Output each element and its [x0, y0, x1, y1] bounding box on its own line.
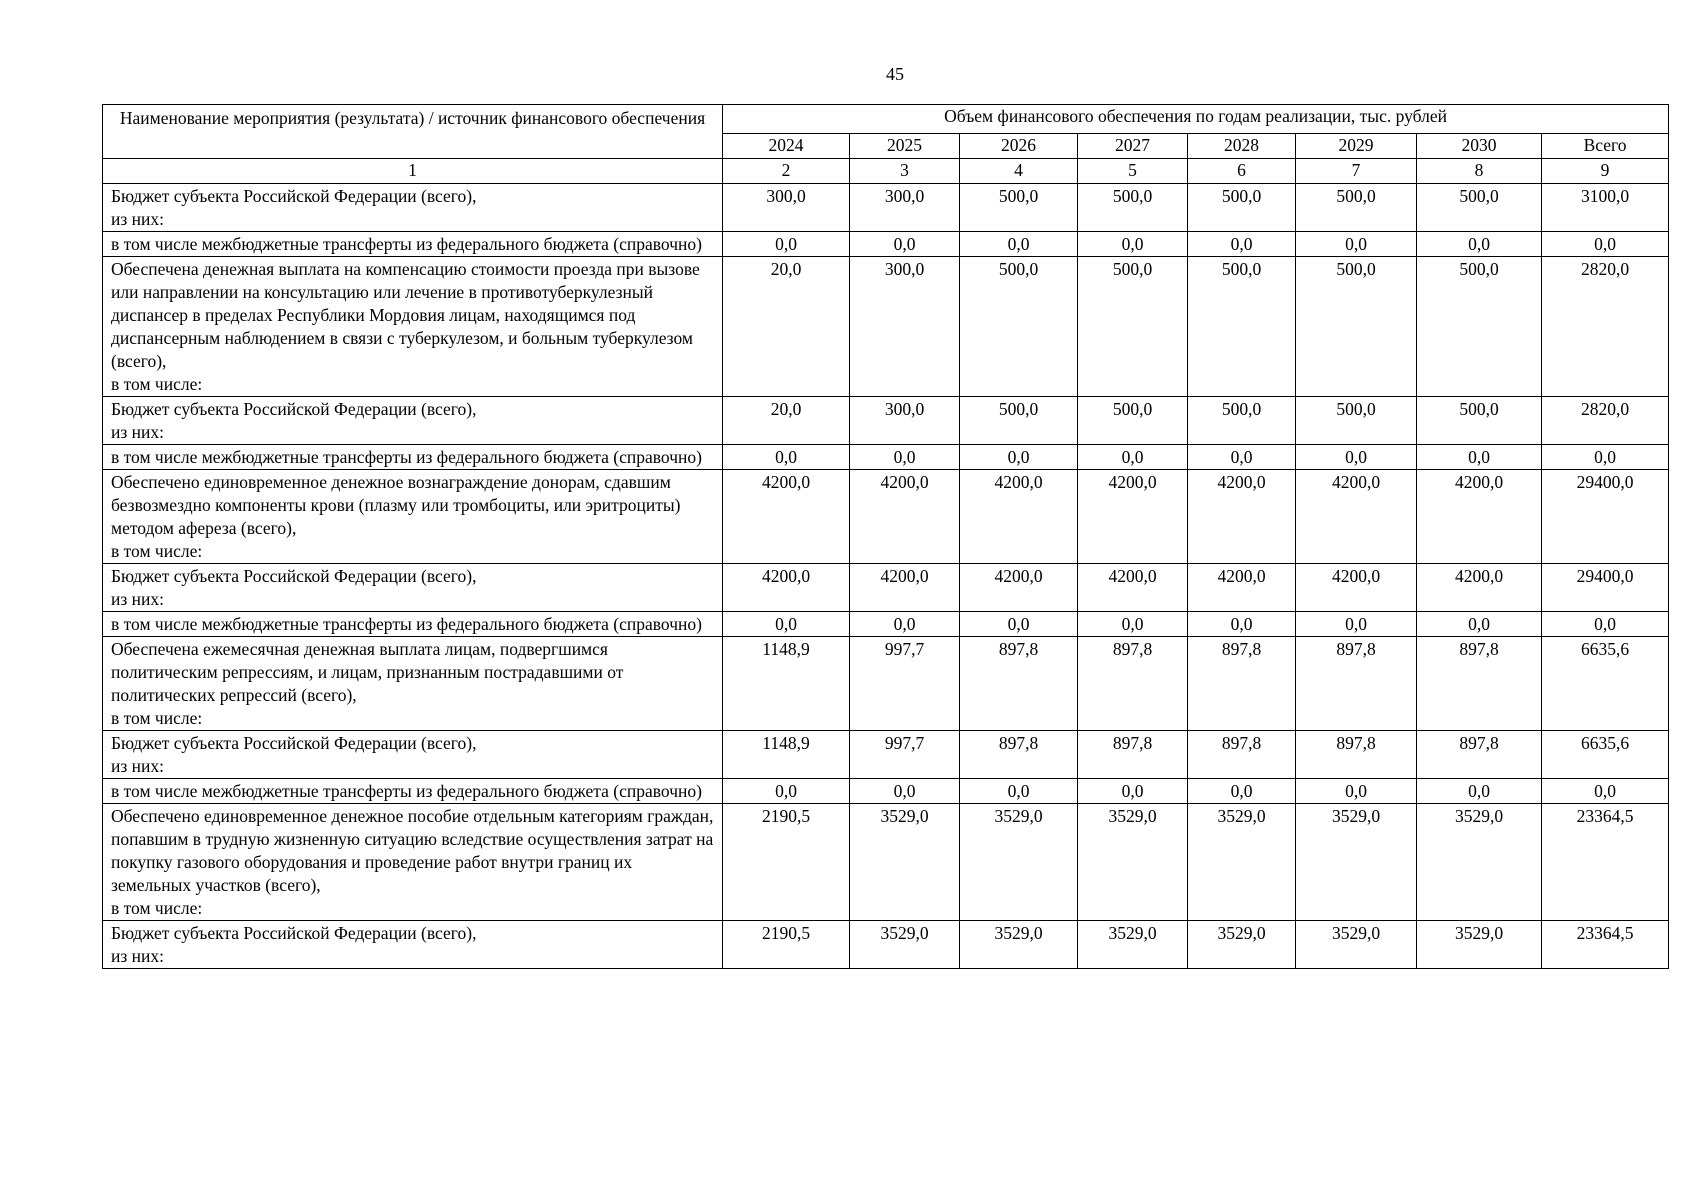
- year-value-cell: 0,0: [1417, 445, 1542, 470]
- year-value-cell: 500,0: [1417, 257, 1542, 397]
- year-value-cell: 20,0: [723, 397, 850, 445]
- year-value-cell: 0,0: [1296, 445, 1417, 470]
- table-row: [103, 397, 1669, 445]
- total-value-cell: 29400,0: [1542, 470, 1669, 564]
- year-value-cell: 500,0: [1417, 184, 1542, 232]
- year-value-cell: 0,0: [1188, 445, 1296, 470]
- table-row: [103, 612, 1669, 637]
- year-value-cell: 0,0: [850, 232, 960, 257]
- year-value-cell: 500,0: [1188, 184, 1296, 232]
- year-value-cell: 0,0: [960, 232, 1078, 257]
- year-value-cell: 4200,0: [723, 564, 850, 612]
- name-column-header: Наименование мероприятия (результата) / источник финансового обеспечения: [103, 105, 723, 159]
- year-value-cell: 4200,0: [1188, 470, 1296, 564]
- year-value-cell: 0,0: [1078, 445, 1188, 470]
- year-value-cell: 300,0: [723, 184, 850, 232]
- year-value-cell: 4200,0: [723, 470, 850, 564]
- year-value-cell: 500,0: [1188, 257, 1296, 397]
- year-header: 2029: [1296, 134, 1417, 159]
- year-value-cell: 3529,0: [1417, 921, 1542, 969]
- year-value-cell: 500,0: [960, 184, 1078, 232]
- year-header: 2025: [850, 134, 960, 159]
- year-header: 2026: [960, 134, 1078, 159]
- row-name-cell: Обеспечена денежная выплата на компенсацию стоимости проезда при вызове или направлении на консультацию или лечение в противотуберкулезный диспансер в пределах Республики Мордовия лицам, находящимся под диспансерным наблюдением в связи с туберкулезом, и больным туберкулезом (всего), в том числе:: [103, 257, 723, 397]
- year-value-cell: 0,0: [723, 445, 850, 470]
- financing-table: [102, 104, 1669, 969]
- column-number: 8: [1417, 159, 1542, 184]
- year-value-cell: 500,0: [1188, 397, 1296, 445]
- year-value-cell: 3529,0: [850, 804, 960, 921]
- row-name-cell: в том числе межбюджетные трансферты из федерального бюджета (справочно): [103, 779, 723, 804]
- year-value-cell: 0,0: [850, 612, 960, 637]
- table-row: [103, 731, 1669, 779]
- volume-column-header: Объем финансового обеспечения по годам реализации, тыс. рублей: [723, 105, 1669, 134]
- year-value-cell: 0,0: [960, 779, 1078, 804]
- table-row: [103, 637, 1669, 731]
- table-row: [103, 445, 1669, 470]
- year-value-cell: 897,8: [1417, 637, 1542, 731]
- column-number: 5: [1078, 159, 1188, 184]
- year-value-cell: 4200,0: [850, 470, 960, 564]
- year-value-cell: 0,0: [1078, 232, 1188, 257]
- year-value-cell: 2190,5: [723, 804, 850, 921]
- year-value-cell: 500,0: [1078, 257, 1188, 397]
- year-value-cell: 0,0: [1078, 612, 1188, 637]
- row-name-cell: Бюджет субъекта Российской Федерации (всего), из них:: [103, 184, 723, 232]
- year-value-cell: 0,0: [1188, 232, 1296, 257]
- column-number: 1: [103, 159, 723, 184]
- year-value-cell: 1148,9: [723, 731, 850, 779]
- year-value-cell: 4200,0: [1417, 470, 1542, 564]
- year-value-cell: 1148,9: [723, 637, 850, 731]
- row-name-cell: Обеспечена ежемесячная денежная выплата лицам, подвергшимся политическим репрессиям, и лицам, признанным пострадавшими от политических репрессий (всего), в том числе:: [103, 637, 723, 731]
- year-value-cell: 0,0: [960, 445, 1078, 470]
- year-header: 2024: [723, 134, 850, 159]
- total-value-cell: 23364,5: [1542, 921, 1669, 969]
- total-value-cell: 2820,0: [1542, 257, 1669, 397]
- year-value-cell: 897,8: [960, 731, 1078, 779]
- column-number: 3: [850, 159, 960, 184]
- row-name-cell: Обеспечено единовременное денежное вознаграждение донорам, сдавшим безвозмездно компоненты крови (плазму или тромбоциты, или эритроциты) методом афереза (всего), в том числе:: [103, 470, 723, 564]
- year-value-cell: 0,0: [1417, 232, 1542, 257]
- column-number: 6: [1188, 159, 1296, 184]
- year-value-cell: 4200,0: [960, 564, 1078, 612]
- year-value-cell: 3529,0: [1296, 921, 1417, 969]
- year-value-cell: 500,0: [1078, 397, 1188, 445]
- year-value-cell: 897,8: [1417, 731, 1542, 779]
- year-value-cell: 3529,0: [1188, 921, 1296, 969]
- year-value-cell: 0,0: [723, 779, 850, 804]
- year-value-cell: 897,8: [1188, 637, 1296, 731]
- year-value-cell: 0,0: [1296, 779, 1417, 804]
- year-value-cell: 4200,0: [1296, 470, 1417, 564]
- table-row: [103, 470, 1669, 564]
- year-header: 2027: [1078, 134, 1188, 159]
- year-value-cell: 300,0: [850, 257, 960, 397]
- year-value-cell: 0,0: [1296, 232, 1417, 257]
- year-value-cell: 3529,0: [960, 921, 1078, 969]
- row-name-cell: в том числе межбюджетные трансферты из федерального бюджета (справочно): [103, 232, 723, 257]
- column-number: 4: [960, 159, 1078, 184]
- year-value-cell: 3529,0: [1296, 804, 1417, 921]
- year-value-cell: 500,0: [1078, 184, 1188, 232]
- year-value-cell: 500,0: [1417, 397, 1542, 445]
- year-header: 2030: [1417, 134, 1542, 159]
- year-value-cell: 300,0: [850, 397, 960, 445]
- table-row: [103, 257, 1669, 397]
- total-value-cell: 2820,0: [1542, 397, 1669, 445]
- page-number: 45: [886, 64, 904, 84]
- year-value-cell: 300,0: [850, 184, 960, 232]
- total-value-cell: 3100,0: [1542, 184, 1669, 232]
- year-value-cell: 4200,0: [1296, 564, 1417, 612]
- year-value-cell: 500,0: [1296, 184, 1417, 232]
- year-value-cell: 0,0: [1417, 779, 1542, 804]
- table-row: [103, 184, 1669, 232]
- year-value-cell: 3529,0: [1078, 804, 1188, 921]
- total-value-cell: 0,0: [1542, 445, 1669, 470]
- year-value-cell: 0,0: [1417, 612, 1542, 637]
- year-value-cell: 4200,0: [850, 564, 960, 612]
- row-name-cell: Бюджет субъекта Российской Федерации (всего), из них:: [103, 921, 723, 969]
- year-value-cell: 0,0: [1296, 612, 1417, 637]
- total-value-cell: 6635,6: [1542, 637, 1669, 731]
- year-value-cell: 2190,5: [723, 921, 850, 969]
- year-value-cell: 897,8: [1296, 637, 1417, 731]
- column-numbers-row: [103, 159, 1669, 184]
- year-value-cell: 897,8: [1078, 731, 1188, 779]
- column-number: 7: [1296, 159, 1417, 184]
- total-value-cell: 0,0: [1542, 779, 1669, 804]
- table-row: [103, 564, 1669, 612]
- row-name-cell: Бюджет субъекта Российской Федерации (всего), из них:: [103, 397, 723, 445]
- year-value-cell: 3529,0: [850, 921, 960, 969]
- year-value-cell: 0,0: [1078, 779, 1188, 804]
- year-value-cell: 500,0: [1296, 257, 1417, 397]
- year-value-cell: 500,0: [960, 257, 1078, 397]
- table-row: [103, 779, 1669, 804]
- year-value-cell: 0,0: [723, 232, 850, 257]
- year-value-cell: 997,7: [850, 731, 960, 779]
- total-header: Всего: [1542, 134, 1669, 159]
- year-value-cell: 897,8: [960, 637, 1078, 731]
- year-value-cell: 20,0: [723, 257, 850, 397]
- year-value-cell: 897,8: [1188, 731, 1296, 779]
- total-value-cell: 0,0: [1542, 232, 1669, 257]
- year-value-cell: 4200,0: [1078, 470, 1188, 564]
- total-value-cell: 6635,6: [1542, 731, 1669, 779]
- year-value-cell: 0,0: [1188, 612, 1296, 637]
- year-value-cell: 4200,0: [1078, 564, 1188, 612]
- year-value-cell: 0,0: [960, 612, 1078, 637]
- header-row-1: [103, 105, 1669, 134]
- table-row: [103, 232, 1669, 257]
- year-value-cell: 3529,0: [960, 804, 1078, 921]
- year-value-cell: 3529,0: [1417, 804, 1542, 921]
- row-name-cell: в том числе межбюджетные трансферты из федерального бюджета (справочно): [103, 612, 723, 637]
- year-value-cell: 4200,0: [960, 470, 1078, 564]
- row-name-cell: Обеспечено единовременное денежное пособие отдельным категориям граждан, попавшим в трудную жизненную ситуацию вследствие осуществления затрат на покупку газового оборудования и проведение работ внутри границ их земельных участков (всего), в том числе:: [103, 804, 723, 921]
- table-row: [103, 921, 1669, 969]
- year-value-cell: 0,0: [723, 612, 850, 637]
- year-value-cell: 3529,0: [1188, 804, 1296, 921]
- year-header: 2028: [1188, 134, 1296, 159]
- year-value-cell: 4200,0: [1188, 564, 1296, 612]
- year-value-cell: 0,0: [850, 779, 960, 804]
- total-value-cell: 23364,5: [1542, 804, 1669, 921]
- year-value-cell: 897,8: [1296, 731, 1417, 779]
- year-value-cell: 3529,0: [1078, 921, 1188, 969]
- year-value-cell: 4200,0: [1417, 564, 1542, 612]
- row-name-cell: Бюджет субъекта Российской Федерации (всего), из них:: [103, 731, 723, 779]
- year-value-cell: 500,0: [960, 397, 1078, 445]
- column-number: 2: [723, 159, 850, 184]
- column-number: 9: [1542, 159, 1669, 184]
- total-value-cell: 29400,0: [1542, 564, 1669, 612]
- table-row: [103, 804, 1669, 921]
- year-value-cell: 897,8: [1078, 637, 1188, 731]
- year-value-cell: 0,0: [1188, 779, 1296, 804]
- total-value-cell: 0,0: [1542, 612, 1669, 637]
- row-name-cell: Бюджет субъекта Российской Федерации (всего), из них:: [103, 564, 723, 612]
- year-value-cell: 997,7: [850, 637, 960, 731]
- year-value-cell: 500,0: [1296, 397, 1417, 445]
- row-name-cell: в том числе межбюджетные трансферты из федерального бюджета (справочно): [103, 445, 723, 470]
- year-value-cell: 0,0: [850, 445, 960, 470]
